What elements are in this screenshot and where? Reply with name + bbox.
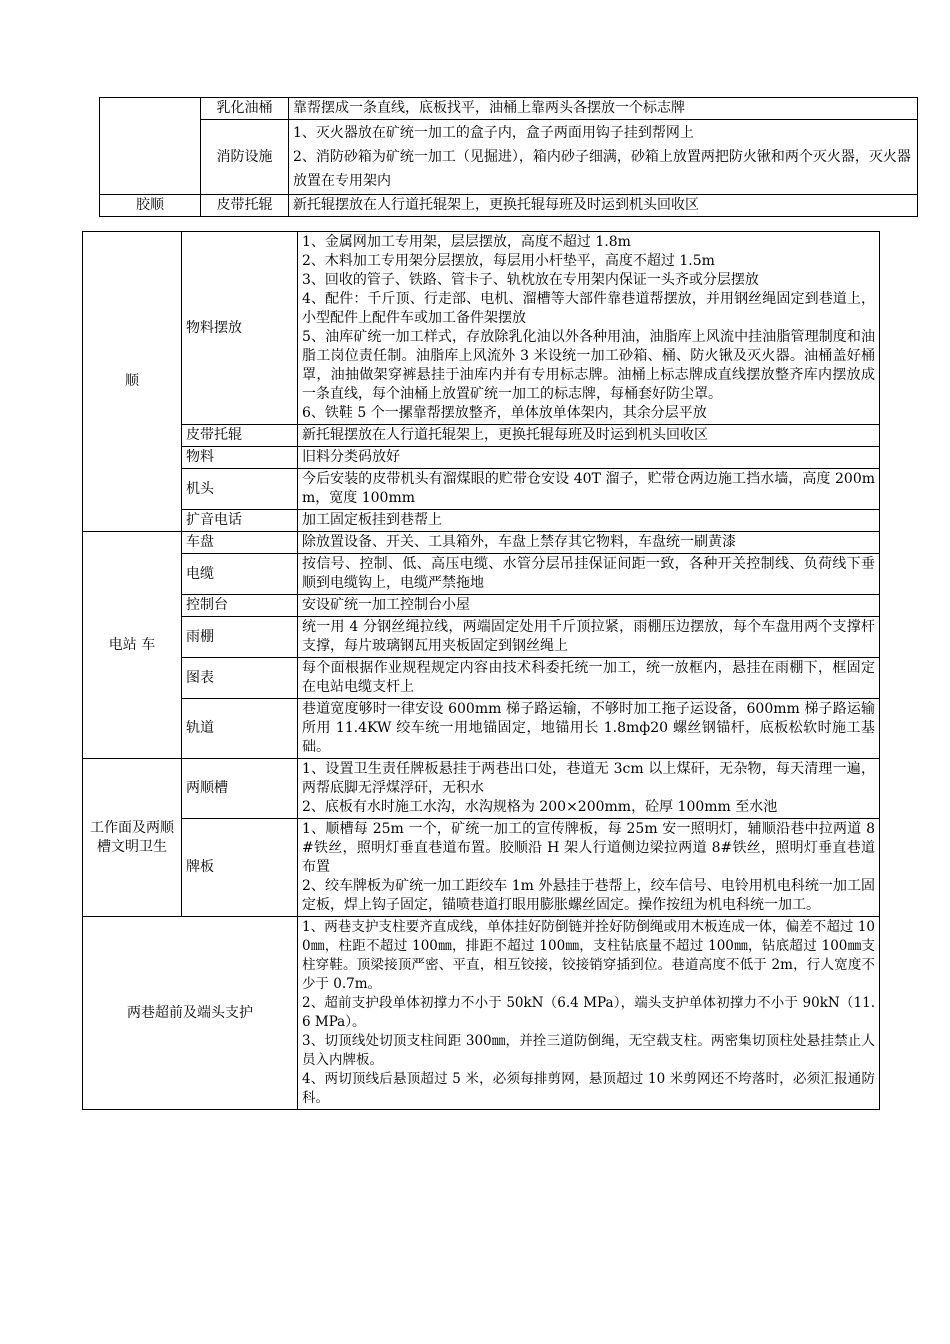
table-row [83,759,880,819]
item-cell: 雨棚 [182,617,298,658]
content-cell [298,759,880,819]
content-line: 1、灭火器放在矿统一加工的盒子内，盒子两面用钩子挂到帮网上 [293,125,694,141]
content-line: 1、顺槽每 25m 一个，矿统一加工的宣传牌板，每 25m 安一照明灯，辅顺沿巷中拉两道 8#铁丝，照明灯垂直巷道布置。胶顺沿 H 架人行道侧边梁拉两道 8#铁丝，照明灯垂直巷道布置 [302,821,875,875]
content-line: 4、配件：千斤顶、行走部、电机、溜槽等大部件靠巷道帮摆放，并用钢丝绳固定到巷道上，小型配件上配件车或加工备件架摆放 [302,291,875,326]
content-line: 新托辊摆放在人行道托辊架上，更换托辊每班及时运到机头回收区 [293,197,699,213]
item-cell: 扩音电话 [182,510,298,532]
table-row [83,595,880,617]
table-top-fragment [99,97,918,217]
item-cell: 车盘 [182,532,298,554]
category-cell: 工作面及两顺槽文明卫生 [83,759,182,917]
table-row [83,447,880,469]
item-cell: 物料摆放 [182,232,298,425]
table-row [83,232,880,425]
content-cell [298,658,880,699]
content-line: 4、两切顶线后悬顶超过 5 米，必须每排剪网，悬顶超过 10 米剪网还不垮落时，必须汇报通防科。 [302,1071,875,1106]
category-cell [100,98,201,195]
table-row [83,658,880,699]
content-line: 安设矿统一加工控制台小屋 [302,597,470,613]
content-line: 2、底板有水时施工水沟，水沟规格为 200×200mm，砼厚 100mm 至水池 [302,799,778,815]
item-cell: 乳化油桶 [201,98,289,120]
content-cell [298,447,880,469]
content-line: 3、回收的管子、铁路、管卡子、轨枕放在专用架内保证一头齐或分层摆放 [302,272,759,288]
content-cell [298,532,880,554]
content-line: 5、油库矿统一加工样式，存放除乳化油以外各种用油，油脂库上风流中挂油脂管理制度和油脂工岗位责任制。油脂库上风流外 3 米设统一加工砂箱、桶、防火锹及灭火器。油桶盖好桶罩，油抽做架穿裤悬挂于油库内并有专用标志牌。油桶上标志牌成直线摆放整齐库内摆放成一条直线，每个油桶上放置矿统一加工的标志牌，每桶套好防尘罩。 [302,329,875,402]
item-cell: 物料 [182,447,298,469]
content-line: 1、设置卫生责任牌板悬挂于两巷出口处，巷道无 3cm 以上煤矸，无杂物，每天清理一遍，两帮底脚无浮煤浮矸，无积水 [302,761,875,796]
category-cell: 两巷超前及端头支护 [83,917,298,1110]
content-line: 旧料分类码放好 [302,449,400,465]
content-line: 加工固定板挂到巷帮上 [302,512,442,528]
content-cell [289,120,918,195]
content-line: 新托辊摆放在人行道托辊架上，更换托辊每班及时运到机头回收区 [302,427,708,443]
content-cell [298,554,880,595]
content-cell [298,232,880,425]
content-cell [298,469,880,510]
content-line: 巷道宽度够时一律安设 600mm 梯子路运输，不够时加工拖子运设备，600mm 梯子路运输所用 11.4KW 绞车统一用地锚固定，地锚用长 1.8mф20 螺丝钢锚杆，底板松软时施工基础。 [302,701,875,755]
table-row [100,195,918,217]
table-row [83,554,880,595]
content-line: 1、金属网加工专用架，层层摆放，高度不超过 1.8m [302,234,631,250]
item-cell: 图表 [182,658,298,699]
content-line: 1、两巷支护支柱要齐直成线，单体挂好防倒链并拴好防倒绳或用木板连成一体，偏差不超过 100㎜，柱距不超过 100㎜，排距不超过 100㎜，支柱钻底量不超过 100㎜，钻底超过 100㎜支柱穿鞋。顶梁接顶严密、平直，相互铰接，铰接销穿插到位。巷道高度不低于 2m，行人宽度不少于 0.7m。 [302,919,875,992]
content-cell [298,819,880,917]
table-row [83,819,880,917]
item-cell: 电缆 [182,554,298,595]
content-cell [298,425,880,447]
table-row [83,469,880,510]
content-line: 靠帮摆成一条直线，底板找平，油桶上靠两头各摆放一个标志牌 [293,100,685,116]
table-row [83,425,880,447]
item-cell: 牌板 [182,819,298,917]
content-line: 今后安装的皮带机头有溜煤眼的贮带仓安设 40T 溜子，贮带仓两边施工挡水墙，高度 200mm，宽度 100mm [302,471,875,506]
content-line: 2、超前支护段单体初撑力不小于 50kN（6.4 MPa），端头支护单体初撑力不小于 90kN（11.6 MPa）。 [302,995,875,1030]
table-row [83,532,880,554]
category-cell: 胶顺 [100,195,201,217]
content-cell [298,917,880,1110]
item-cell: 控制台 [182,595,298,617]
content-cell [298,617,880,658]
content-line: 统一用 4 分钢丝绳拉线，两端固定处用千斤顶拉紧，雨棚压边摆放，每个车盘用两个支撑杆支撑，每片玻璃钢瓦用夹板固定到钢丝绳上 [302,619,875,654]
item-cell: 消防设施 [201,120,289,195]
table-row [100,98,918,120]
table-row [100,120,918,195]
standards-table [82,231,880,1110]
item-cell: 皮带托辊 [182,425,298,447]
item-cell: 机头 [182,469,298,510]
table-row [83,917,880,1110]
content-cell [298,595,880,617]
content-cell [298,699,880,759]
item-cell: 两顺槽 [182,759,298,819]
content-line: 2、绞车牌板为矿统一加工距绞车 1m 外悬挂于巷帮上，绞车信号、电铃用机电科统一加工固定板，焊上钩子固定，锚喷巷道打眼用膨胀螺丝固定。操作按纽为机电科统一加工。 [302,878,875,913]
category-cell: 电站 车 [83,532,182,759]
table-row [83,699,880,759]
table-row [83,510,880,532]
category-cell: 顺 [83,232,182,532]
content-line: 3、切顶线处切顶支柱间距 300㎜，并拴三道防倒绳，无空载支柱。两密集切顶柱处悬挂禁止人员入内牌板。 [302,1033,875,1068]
content-line: 2、木料加工专用架分层摆放，每层用小杆垫平，高度不超过 1.5m [302,253,715,269]
content-line: 除放置设备、开关、工具箱外，车盘上禁存其它物料，车盘统一刷黄漆 [302,534,736,550]
content-cell [289,98,918,120]
content-line: 6、铁鞋 5 个一摞靠帮摆放整齐，单体放单体架内，其余分层平放 [302,405,707,421]
content-cell [289,195,918,217]
table-row [83,617,880,658]
content-line: 每个面根据作业规程规定内容由技术科委托统一加工，统一放框内，悬挂在雨棚下，框固定在电站电缆支杆上 [302,660,875,695]
item-cell: 皮带托辊 [201,195,289,217]
content-cell [298,510,880,532]
content-line: 2、消防砂箱为矿统一加工（见掘进），箱内砂子细满，砂箱上放置两把防火锹和两个灭火器，灭火器放置在专用架内 [293,149,911,189]
item-cell: 轨道 [182,699,298,759]
content-line: 按信号、控制、低、高压电缆、水管分层吊挂保证间距一致，各种开关控制线、负荷线下垂顺到电缆钩上，电缆严禁拖地 [302,556,875,591]
